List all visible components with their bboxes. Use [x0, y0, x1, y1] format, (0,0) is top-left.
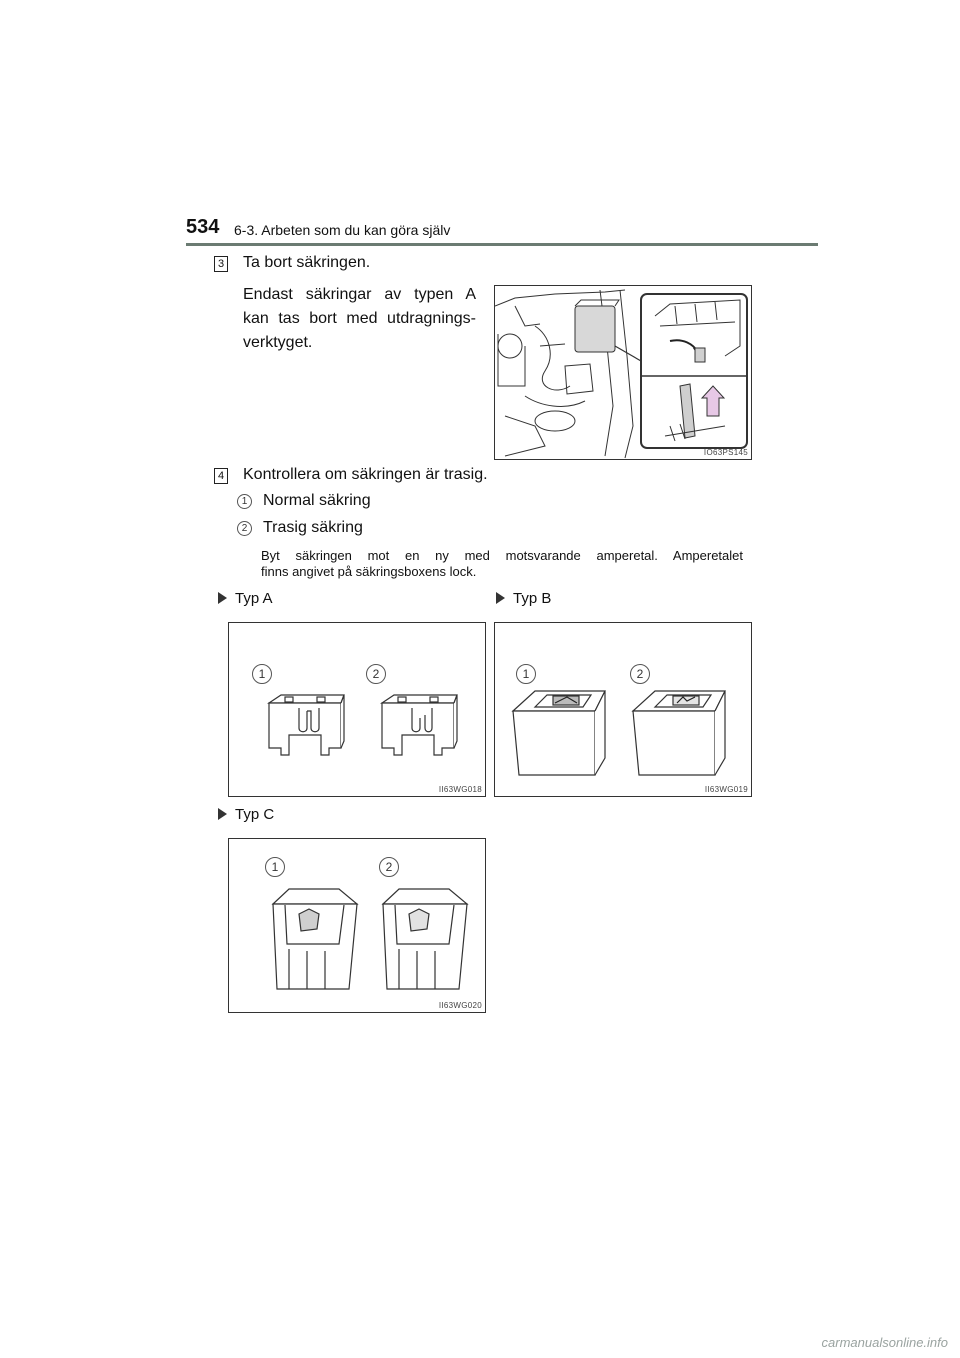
- section-title: 6-3. Arbeten som du kan göra själv: [234, 222, 451, 238]
- type-b-figure: [494, 622, 752, 797]
- description-line: Byt säkringen mot en ny med motsvarande amperetal. Amperetalet: [261, 548, 743, 563]
- step-3-title: Ta bort säkringen.: [243, 254, 371, 271]
- engine-bay-illustration: [495, 286, 751, 459]
- step-4-title: Kontrollera om säkringen är trasig.: [243, 466, 488, 483]
- figure-code: II63WG020: [438, 1001, 482, 1010]
- fuse-number-2: 2: [630, 664, 650, 684]
- watermark-text: carmanualsonline.info: [821, 1335, 948, 1350]
- item-number-1: 1: [237, 494, 252, 509]
- engine-bay-figure: [494, 285, 752, 460]
- fuse-number-1: 1: [265, 857, 285, 877]
- type-a-fuse-illustration: [229, 623, 485, 796]
- type-c-fuse-illustration: [229, 839, 485, 1012]
- item-number-2: 2: [237, 521, 252, 536]
- figure-code: IO63PS145: [703, 448, 748, 457]
- type-a-label: Typ A: [218, 590, 273, 607]
- type-b-fuse-illustration: [495, 623, 751, 796]
- fuse-number-1: 1: [516, 664, 536, 684]
- item-label-normal: Normal säkring: [263, 492, 371, 509]
- fuse-number-1: 1: [252, 664, 272, 684]
- type-c-figure: [228, 838, 486, 1013]
- fuse-number-2: 2: [366, 664, 386, 684]
- item-label-broken: Trasig säkring: [263, 519, 363, 536]
- description-line: finns angivet på säkringsboxens lock.: [261, 564, 477, 579]
- step-3-note: [243, 283, 476, 355]
- note-line: verktyget.: [243, 334, 313, 351]
- type-b-label: Typ B: [496, 590, 551, 607]
- figure-code: II63WG019: [704, 785, 748, 794]
- step-badge-4: 4: [214, 468, 228, 484]
- page-number: 534: [186, 216, 220, 238]
- note-line: Endast säkringar av typen A: [243, 286, 476, 303]
- replacement-description: [261, 548, 743, 580]
- triangle-bullet-icon: [218, 808, 227, 820]
- triangle-bullet-icon: [218, 592, 227, 604]
- type-a-figure: [228, 622, 486, 797]
- figure-code: II63WG018: [438, 785, 482, 794]
- fuse-number-2: 2: [379, 857, 399, 877]
- triangle-bullet-icon: [496, 592, 505, 604]
- header-divider: [186, 243, 818, 246]
- type-c-label: Typ C: [218, 806, 274, 823]
- note-line: kan tas bort med utdragnings-: [243, 310, 476, 327]
- step-badge-3: 3: [214, 256, 228, 272]
